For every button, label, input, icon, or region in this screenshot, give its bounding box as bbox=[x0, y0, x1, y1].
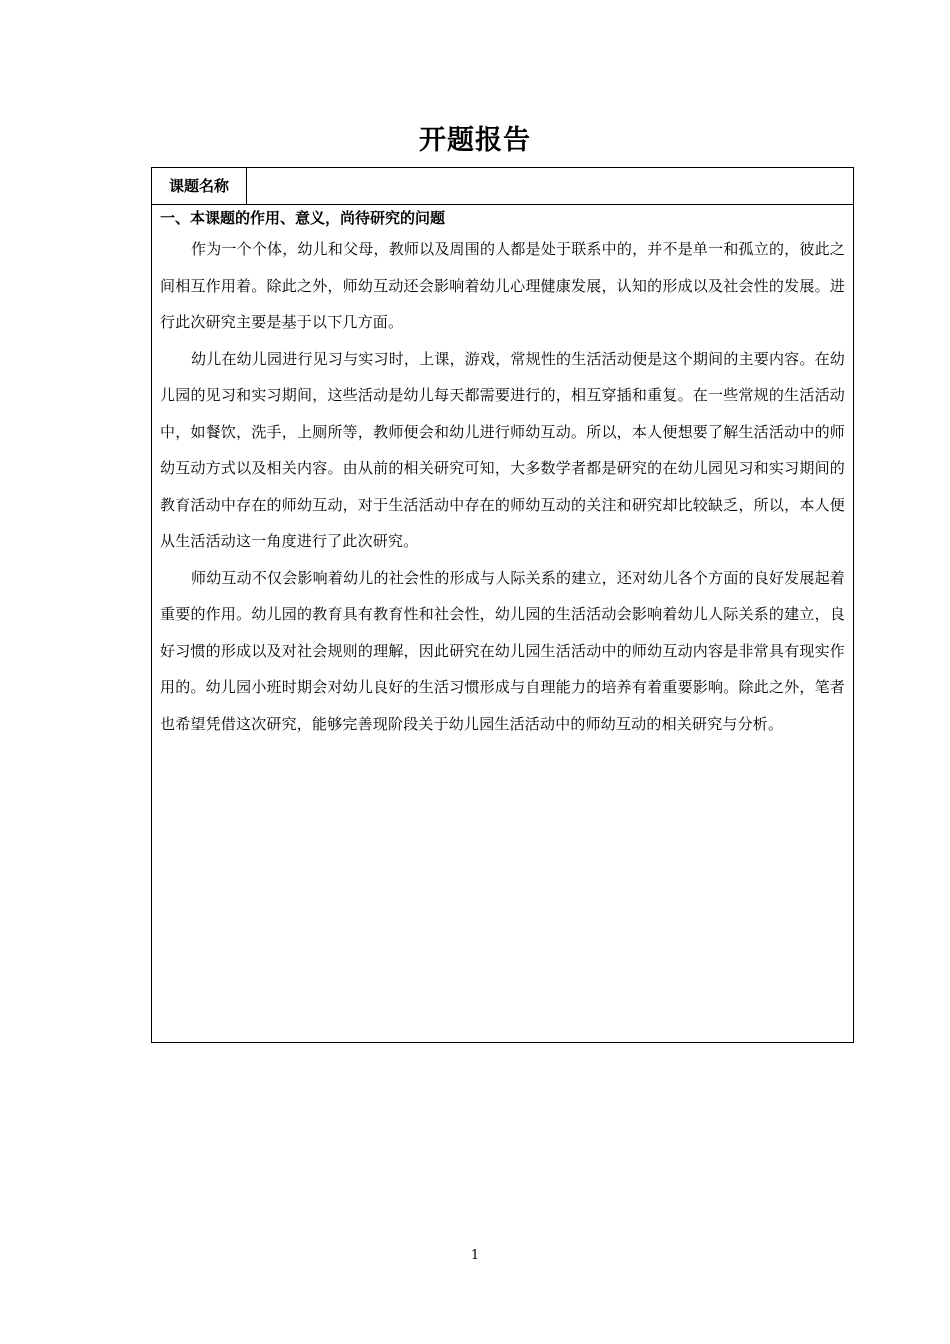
paragraph-1: 作为一个个体，幼儿和父母，教师以及周围的人都是处于联系中的，并不是单一和孤立的，彼此之间相互作用着。除此之外，师幼互动还会影响着幼儿心理健康发展，认知的形成以及社会性的发展。进行此次研究主要是基于以下几方面。 bbox=[160, 240, 845, 331]
section-content-cell bbox=[152, 205, 853, 742]
topic-title-value bbox=[247, 168, 852, 204]
document-title: 开题报告 bbox=[419, 125, 531, 156]
paragraph-3: 师幼互动不仅会影响着幼儿的社会性的形成与人际关系的建立，还对幼儿各个方面的良好发展起着重要的作用。幼儿园的教育具有教育性和社会性，幼儿园的生活活动会影响着幼儿人际关系的建立，良好习惯的形成以及对社会规则的理解，因此研究在幼儿园生活活动中的师幼互动内容是非常具有现实作用的。幼儿园小班时期会对幼儿良好的生活习惯形成与自理能力的培养有着重要影响。除此之外，笔者也希望凭借这次研究，能够完善现阶段关于幼儿园生活活动中的师幼互动的相关研究与分析。 bbox=[160, 568, 845, 733]
section-heading: 一、本课题的作用、意义，尚待研究的问题 bbox=[160, 209, 446, 227]
report-table bbox=[151, 167, 854, 1043]
paragraph-2: 幼儿在幼儿园进行见习与实习时，上课，游戏，常规性的生活活动便是这个期间的主要内容。在幼儿园的见习和实习期间，这些活动是幼儿每天都需要进行的，相互穿插和重复。在一些常规的生活活动中，如餐饮，洗手，上厕所等，教师便会和幼儿进行师幼互动。所以，本人便想要了解生活活动中的师幼互动方式以及相关内容。由从前的相关研究可知，大多数学者都是研究的在幼儿园见习和实习期间的教育活动中存在的师幼互动，对于生活活动中存在的师幼互动的关注和研究却比较缺乏，所以，本人便从生活活动这一角度进行了此次研究。 bbox=[160, 349, 845, 550]
topic-title-row bbox=[152, 168, 853, 205]
page-number: 1 bbox=[470, 1248, 480, 1263]
topic-title-label: 课题名称 bbox=[152, 168, 247, 204]
